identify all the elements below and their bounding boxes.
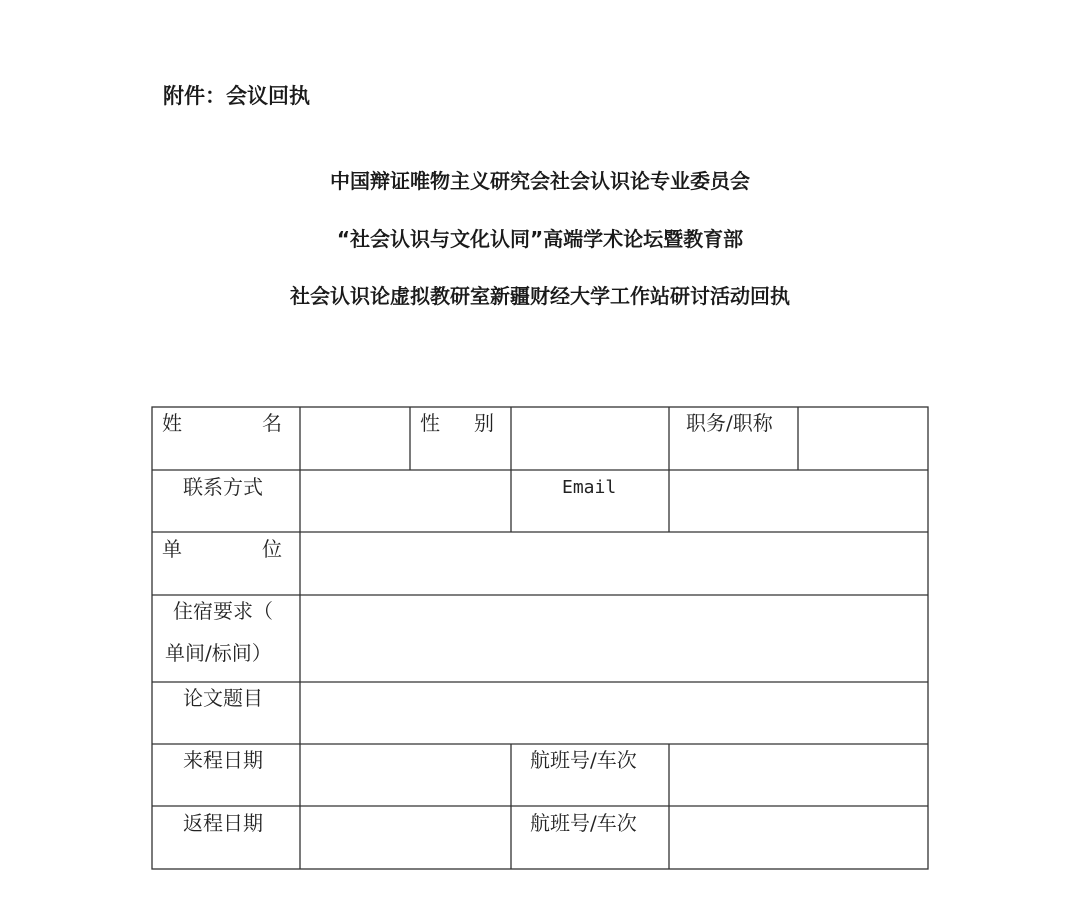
return-date-label: 返程日期 xyxy=(183,811,263,835)
name-label-char-1: 姓 xyxy=(162,411,182,435)
return-flight-label: 航班号/车次 xyxy=(530,811,637,835)
lodging-label-line-2: 单间/标间） xyxy=(165,641,272,665)
unit-label-char-1: 单 xyxy=(162,537,182,561)
email-label: Email xyxy=(562,477,617,498)
title-line-1: 中国辩证唯物主义研究会社会认识论专业委员会 xyxy=(330,169,750,193)
annex-label: 附件：会议回执 xyxy=(163,84,310,108)
paper-title-input[interactable] xyxy=(301,683,927,743)
lodging-input[interactable] xyxy=(301,596,927,681)
unit-label xyxy=(162,536,282,562)
return-flight-input[interactable] xyxy=(670,807,927,868)
position-input[interactable] xyxy=(799,408,927,469)
position-label: 职务/职称 xyxy=(686,411,773,435)
arrival-date-input[interactable] xyxy=(301,745,510,805)
paper-title-label: 论文题目 xyxy=(183,686,263,710)
lodging-label-line-1: 住宿要求（ xyxy=(173,599,273,623)
unit-label-char-2: 位 xyxy=(262,537,282,561)
gender-label-char-1: 性 xyxy=(420,411,440,435)
contact-label: 联系方式 xyxy=(183,475,263,499)
gender-label-char-2: 别 xyxy=(474,411,494,435)
contact-input[interactable] xyxy=(301,471,510,531)
name-label xyxy=(162,410,282,436)
arrival-date-label: 来程日期 xyxy=(183,748,263,772)
title-line-3: 社会认识论虚拟教研室新疆财经大学工作站研讨活动回执 xyxy=(290,284,790,308)
gender-label xyxy=(420,410,494,436)
unit-input[interactable] xyxy=(301,533,927,594)
title-line-2: “社会认识与文化认同”高端学术论坛暨教育部 xyxy=(336,227,744,251)
name-input[interactable] xyxy=(301,408,409,469)
email-input[interactable] xyxy=(670,471,927,531)
arrival-flight-input[interactable] xyxy=(670,745,927,805)
gender-input[interactable] xyxy=(512,408,668,469)
arrival-flight-label: 航班号/车次 xyxy=(530,748,637,772)
return-date-input[interactable] xyxy=(301,807,510,868)
name-label-char-2: 名 xyxy=(262,411,282,435)
